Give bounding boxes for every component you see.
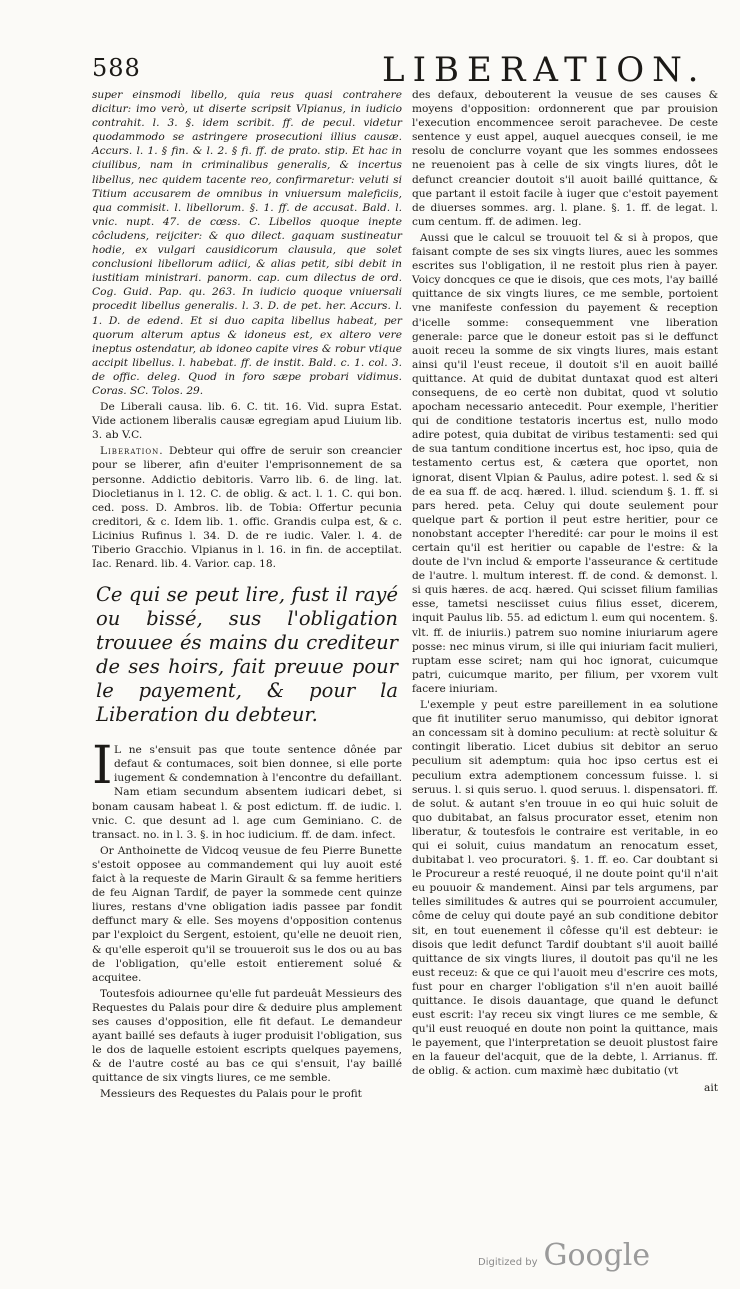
drop-cap: I [92, 736, 113, 797]
right-paragraph-1: des defaux, debouterent la veusue de ses causes & moyens d'opposition: ordonnerent que par prouision l'execution encommencee seroit parachevee. De ceste sentence y eust appel, auquel auecques conseil, ie me resolu de conclurre voyant que les sommes endossees ne reuenoient pas à celle de six vingts liures, dôt le defunct creancier doutoit s'il auoit baillé quittance, & que partant il estoit facile à iuger que c'estoit payement de diuerses sommes. arg. l. plane. §. 1. ff. de legat. l. cum centum. ff. de adimen. leg. [412, 89, 718, 228]
digitized-by-label: Digitized by [478, 1257, 538, 1268]
opening-latin-text: super einsmodi libello, quia reus quasi contrahere dicitur: imo verò, ut diserte scripsit Vlpianus, in iudicio contrahit. l. 3. §. idem scribit. ff. de pecul. videtur quodammodo se astringere prosecutioni illius causæ. Accurs. l. 1. § fin. & l. 2. § fi. ff. de prato. stip. Et hac in ciuilibus, nam in criminalibus generalis, & incertus libellus, nec quidem tacente reo, confirmaretur: veluti si Titium accusarem de omnibus in vniuersum maleficiis, qua commisit. l. libellorum. §. 1. ff. de accusat. Bald. l. vnic. nupt. 47. de cœss. C. Libellos quoque inepte côcludens, reijciter: & quo dilect. gaquam sustineatur hodie, ex vulgari causidicorum clausula, que solet conclusioni libellorum adiici, & alias petit, sibi debit in iustitiam ministrari. panorm. cap. cum dilectus de ord. Cog. Guid. Pap. qu. 263. In iudicio quoque vniuersali procedit libellus generalis. l. 3. D. de pet. her. Accurs. l. 1. D. de edend. Et si duo capita libellus habeat, per quorum alterum aptus & idoneus est, ex altero vere ineptus ostendatur, ab idoneo capite vires & robur vtique accipit libellus. l. habebat. ff. de instit. Bald. c. 1. col. 3. de offic. deleg. Quod in foro sæpe probari vidimus. Coras. SC. Tolos. 29. [92, 89, 402, 397]
liberation-entry-text: Debteur qui offre de seruir son creancier pour se liberer, afin d'euiter l'emprisonnement de sa personne. Addictio debitoris. Varro lib. 6. de ling. lat. Diocletianus in l. 12. C. de oblig. & act. l. 1. C. qui bon. ced. poss. D. Ambros. lib. de Tobia: Offertur pecunia creditori, & c. Idem lib. 1. offic. Grandis culpa est, & c. Licinius Rufinus l. 34. D. de re iudic. Valer. l. 4. de Tiberio Gracchio. Vlpianus in l. 16. in fin. de acceptilat. Iac. Renard. lib. 4. Varior. cap. 18. [92, 445, 403, 571]
section-summary: Ce qui se peut lire, fust il rayé ou bissé, sus l'obligation trouuee és mains du crediteur de ses hoirs, fait preuue pour le payement, & pour la Liberation du debteur. [96, 583, 398, 727]
paragraph-2: Or Anthoinette de Vidcoq veusue de feu Pierre Bunette s'estoit opposee au commandement qui luy auoit esté faict à la requeste de Marin Girault & sa femme heritiers de feu Aignan Tardif, de payer la sommede cent quinze liures, restans d'vne obligation iadis passee par fondit deffunct mary & elle. Ses moyens d'opposition contenus par l'exploict du Sergent, estoient, qu'elle ne deuoit rien, & qu'elle esperoit qu'il se trouueroit sus le dos ou au bas de l'obligation, qu'elle estoit entierement solué & acquitee. [92, 844, 402, 984]
paragraph-1-text: L ne s'ensuit pas que toute sentence dônée par defaut & contumaces, soit bien donnee, si elle porte iugement & condemnation à l'encontre du defaillant. Nam etiam secundum absentem iudicari debet, si bonam causam habeat l. & post edictum. ff. de iudic. l. vnic. C. que desunt ad l. age cum Geminiano. C. de transact. no. in l. 3. §. in hoc iudicium. ff. de dam. infect. [92, 744, 402, 841]
catchword: ait [704, 1081, 718, 1094]
page-header [92, 50, 732, 90]
left-column [92, 88, 402, 1104]
right-paragraph-3: L'exemple y peut estre pareillement in ea solutione que fit inutiliter seruo manumisso, qui debitor ignorat an concessam sit à domino peculium: at rectè soluitur & contingit liberatio. Licet dubius sit debitor an seruo peculium sit ademptum: quia hoc ipso certus est ei peculium extra ademptionem concessum fuisse. l. si seruus. l. si quis seruo. l. quod seruus. l. dispensatori. ff. de solut. & autant s'en trouue in eo qui huic soluit de quo dubitabat, an falsus procurator esset, etenim non liberatur, & toutesfois le contraire est veritable, in eo qui ei soluit, cuius mandatum an renocatum esset, dubitabat l. veo procuratori. §. 1. ff. eo. Car doubtant si le Procureur a resté reuoqué, il ne doute point qu'il n'ait eu pouuoir & mandement. Ainsi par tels argumens, par telles similitudes & autres qui se pourroient accumuler, côme de celuy qui doute payé an sub conditione debitor sit, en tout euenement il côfesse qu'il est debteur: ie disois que ledit defunct Tardif doubtant s'il auoit baillé quittance de six vingts liures, il doutoit pas qu'il ne les eust receuz: & que ce qui l'auoit meu d'escrire ces mots, fust pour en charger l'obligation s'il n'en auoit baillé quittance. Ie disois dauantage, que quand le defunct eust escrit: l'ay receu six vingt liures ce me semble, & qu'il eust reuoqué en doute non point la quittance, mais le payement, que l'interpretation se deuoit plustost faire en la faueur del'acquit, que de la debte, l. Arrianus. ff. de oblig. & action. cum maximè hæc dubitatio (vt [412, 699, 718, 1078]
google-logo: Google [543, 1238, 651, 1273]
liberation-headword: Liberation. [100, 445, 164, 458]
paragraph-1 [92, 736, 402, 842]
liberation-entry-block [92, 444, 402, 571]
running-head: LIBERATION. [382, 50, 707, 90]
page-number: 588 [92, 54, 141, 82]
digitized-watermark [478, 1238, 650, 1273]
right-column [412, 88, 718, 1095]
paragraph-3: Toutesfois adiournee qu'elle fut pardeuât Messieurs des Requestes du Palais pour dire & deduire plus amplement ses causes d'opposition, elle fit defaut. Le demandeur ayant baillé ses defauts à iuger produisit l'obligation, sus le dos de laquelle estoient escripts quelques payemens, & de l'autre costé au bas ce qui s'ensuit, l'ay baillé quittance de six vingts liures, ce me semble. [92, 987, 402, 1085]
paragraph-4: Messieurs des Requestes du Palais pour le profit [100, 1088, 362, 1101]
de-liberali-entry: De Liberali causa. lib. 6. C. tit. 16. Vid. supra Estat. Vide actionem liberalis causæ egregiam apud Liuium lib. 3. ab V.C. [92, 401, 402, 442]
right-paragraph-2: Aussi que le calcul se trouuoit tel & si à propos, que faisant compte de ses six vingts liures, auec les sommes escrites sus l'obligation, il ne restoit plus rien à payer. Voicy doncques ce que ie disois, que ces mots, l'ay baillé quittance de six vingts liures, ce me semble, portoient vne manifeste confession du payement & reception d'icelle somme: consequemment vne liberation generale: parce que le doneur estoit pas si le deffunct auoit receu la somme de six vingts liures, mais estant ainsi qu'il l'eust receue, il doutoit s'il en auoit baillé quittance. At quid de dubitat duntaxat quod est alteri consequens, de eo certè non dubitat, quod vt solutio apocham necessario antecedit. Pour exemple, l'heritier qui de conditione testatoris incertus est, nullo modo adire potest, quia dubitat de viribus testamenti: sed qui de sua tantum conditione incertus est, hoc ipso, quia de testamento certus est, & cætera que oportet, non ignorat, disent Vlpian & Paulus, adire potest. l. sed & si de ea sua ff. de acq. hæred. l. illud. sciendum §. 1. ff. si pars hered. peta. Celuy qui doute seulement pour quelque part & portion il peut estre heritier, pour ce nonobstant accepter l'heredité: car pour le moins il est certain qu'il est heritier ou capable de l'estre: & la doute de l'vn includ & emporte l'asseurance & certitude de l'autre. l. multum interest. ff. de cond. & demonst. l. si quis hæres. de acq. hæred. Qui scisset filium familias esse, tametsi nesciisset cuius filius esset, dicerem, inquit Paulus lib. 55. ad edictum l. eum qui nocentem. §. vlt. ff. de iniuriis.) patrem suo nomine iniuriarum agere posse: nec minus virum, si ille qui iniuriam facit mulieri, ruptam esse sciret; nam qui hoc ignorat, cuicumque patri, cuicumque marito, per filium, per vxorem vult facere iniuriam. [412, 231, 718, 695]
